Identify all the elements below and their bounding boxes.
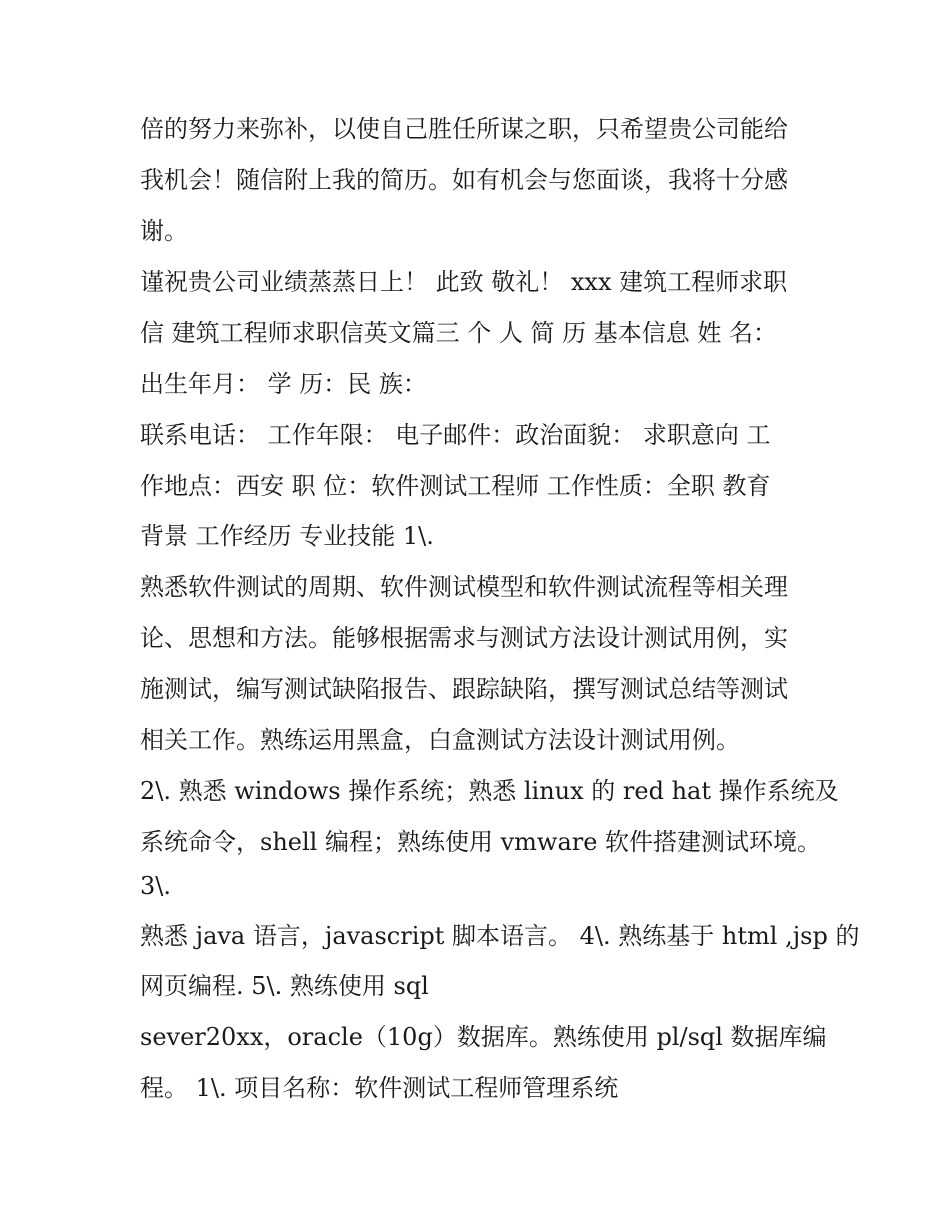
text-line: 相关工作。熟练运用黑盒，白盒测试方法设计测试用例。 [140,726,740,754]
text-line: 倍的努力来弥补，以使自己胜任所谋之职，只希望贵公司能给 [140,115,788,143]
text-line: 谢。 [140,217,188,245]
text-line: 联系电话： 工作年限： 电子邮件：政治面貌： 求职意向 工 [140,421,771,449]
text-line: 出生年月： 学 历：民 族： [140,370,427,398]
text-line: 背景 工作经历 专业技能 1\. [140,522,434,550]
text-line: 网页编程. 5\. 熟练使用 sql [140,972,429,1000]
text-line: 信 建筑工程师求职信英文篇三 个 人 简 历 基本信息 姓 名： [140,319,778,347]
text-line: 论、思想和方法。能够根据需求与测试方法设计测试用例，实 [140,624,788,652]
text-line: 谨祝贵公司业绩蒸蒸日上！ 此致 敬礼！ xxx 建筑工程师求职 [140,268,788,296]
text-line: 熟悉 java 语言，javascript 脚本语言。 4\. 熟练基于 html ,jsp 的 [140,922,860,950]
text-line: 系统命令，shell 编程；熟练使用 vmware 软件搭建测试环境。 [140,828,822,856]
text-line: 3\. [140,872,171,900]
text-line: 2\. 熟悉 windows 操作系统；熟悉 linux 的 red hat 操作系统及 [140,777,839,805]
text-line: 我机会！随信附上我的简历。如有机会与您面谈，我将十分感 [140,166,788,194]
text-line: 熟悉软件测试的周期、软件测试模型和软件测试流程等相关理 [140,573,788,601]
text-line: 程。 1\. 项目名称：软件测试工程师管理系统 [140,1074,619,1102]
text-line: sever20xx，oracle（10g）数据库。熟练使用 pl/sql 数据库编 [140,1023,827,1051]
text-line: 作地点：西安 职 位：软件测试工程师 工作性质：全职 教育 [140,472,771,500]
text-line: 施测试，编写测试缺陷报告、跟踪缺陷，撰写测试总结等测试 [140,675,788,703]
